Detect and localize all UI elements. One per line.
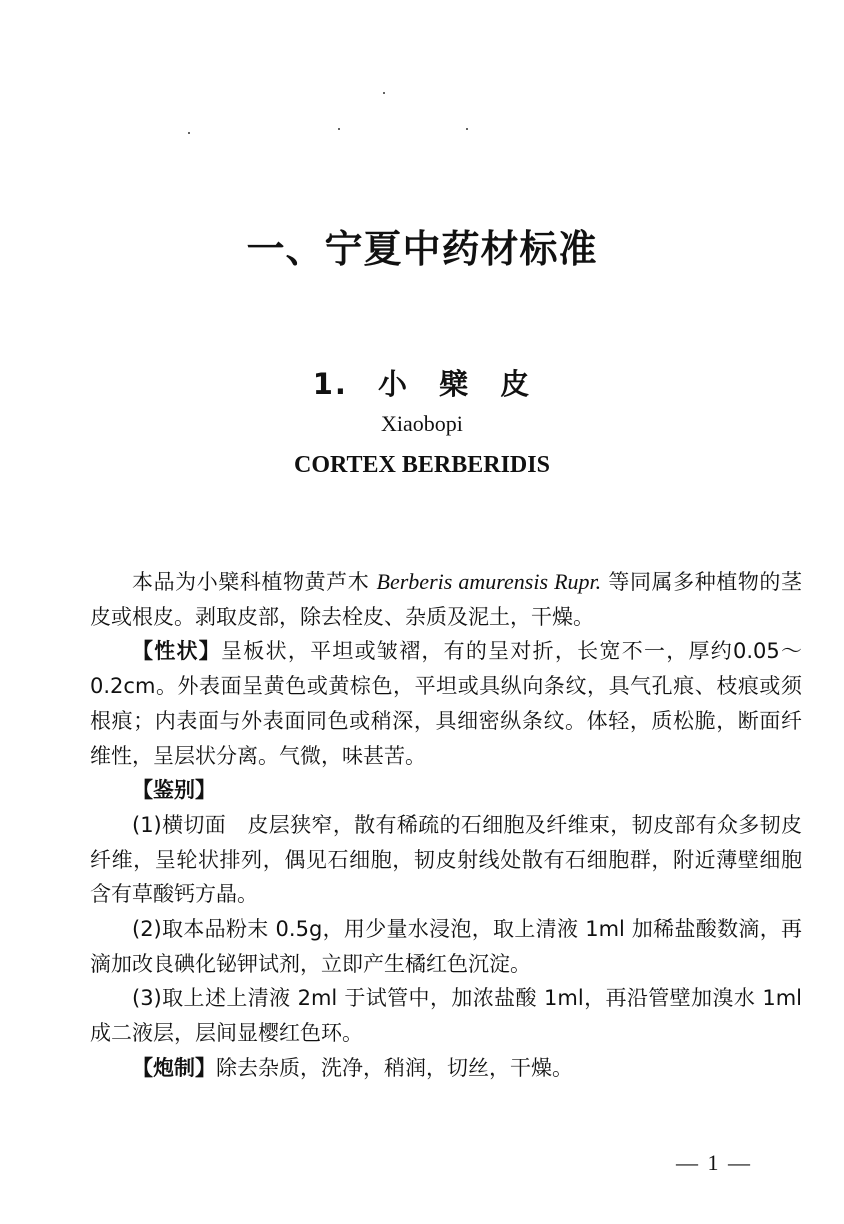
page-number: — 1 —: [676, 1150, 752, 1175]
scan-speck: [188, 132, 190, 134]
monograph-title: 1. 小 檗 皮: [312, 367, 532, 401]
scan-speck: [338, 128, 340, 130]
intro-text-after: 等同属多种植物的茎皮或根皮。剥取皮部，除去栓皮、杂质及泥土，干燥。: [90, 570, 802, 629]
identification-item: (2)取本品粉末 0.5g，用少量水浸泡，取上清液 1ml 加稀盐酸数滴，再滴加改良碘化铋钾试剂，立即产生橘红色沉淀。: [90, 917, 802, 976]
description-paragraph: [90, 634, 802, 773]
chapter-title: 一、宁夏中药材标准: [246, 227, 598, 271]
description-text: 呈板状，平坦或皱褶，有的呈对折，长宽不一，厚约0.05～0.2cm。外表面呈黄色或黄棕色，平坦或具纵向条纹，具气孔痕、枝痕或须根痕；内表面与外表面同色或稍深，具细密纵条纹。体轻，质松脆，断面纤维性，呈层状分离。气微，味甚苦。: [90, 639, 803, 768]
scan-speck: [466, 128, 468, 130]
monograph-body: [90, 565, 802, 1086]
description-heading: 【性状】: [132, 639, 222, 664]
intro-text-before: 本品为小檗科植物黄芦木: [132, 570, 370, 594]
processing-text: 除去杂质，洗净，稍润，切丝，干燥。: [216, 1055, 573, 1080]
species-name: Berberis amurensis Rupr.: [376, 569, 602, 594]
scan-speck: [383, 92, 385, 94]
identification-heading-line: [90, 773, 802, 808]
processing-paragraph: [90, 1051, 802, 1086]
intro-paragraph: [90, 565, 802, 634]
processing-heading: 【炮制】: [132, 1055, 216, 1080]
monograph-latin-name: CORTEX BERBERIDIS: [294, 452, 550, 478]
identification-item: (3)取上述上清液 2ml 于试管中，加浓盐酸 1ml，再沿管壁加溴水 1ml 成二液层，层间显樱红色环。: [90, 986, 802, 1046]
identification-heading: 【鉴别】: [132, 778, 216, 803]
identification-item: (1)横切面 皮层狭窄，散有稀疏的石细胞及纤维束，韧皮部有众多韧皮纤维，呈轮状排列，偶见石细胞，韧皮射线处散有石细胞群，附近薄壁细胞含有草酸钙方晶。: [90, 812, 802, 907]
monograph-pinyin: Xiaobopi: [381, 411, 463, 436]
